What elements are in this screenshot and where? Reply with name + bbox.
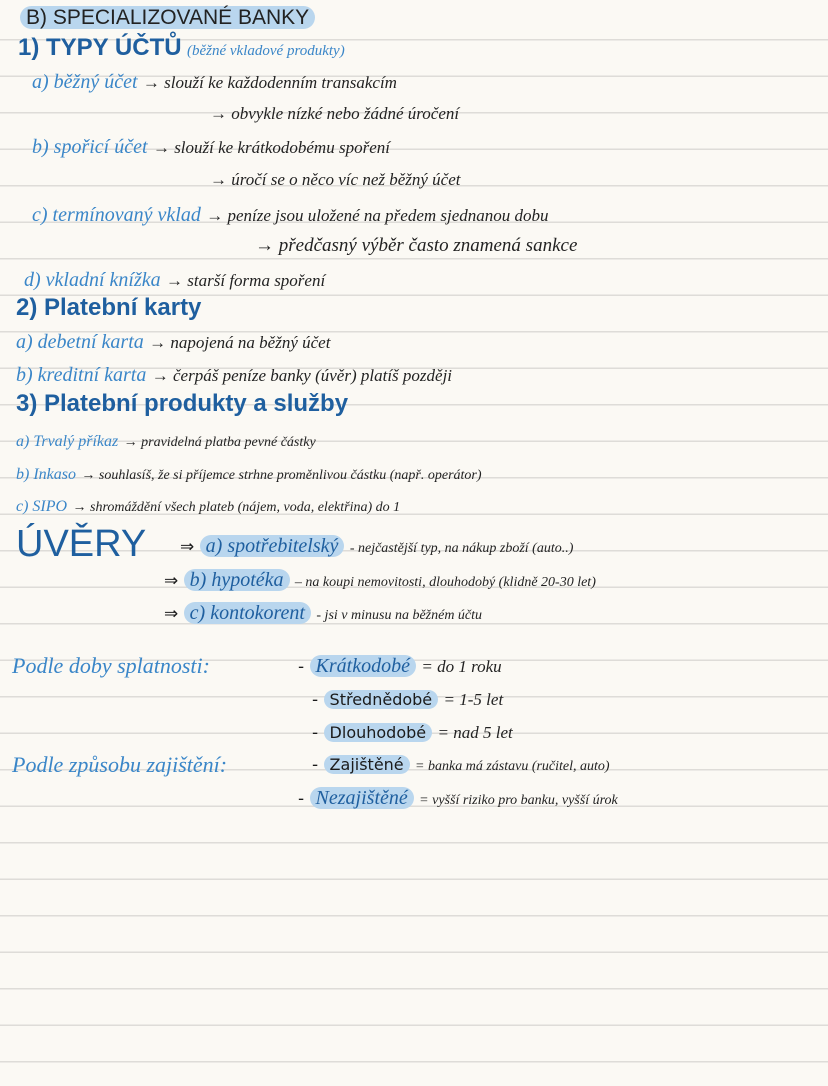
desc: – na koupi nemovitosti, dlouhodobý (klidně 20-30 let) (294, 575, 596, 590)
desc: → shromáždění všech plateb (nájem, voda, elektřina) do 1 (72, 500, 401, 515)
desc: → pravidelná platba pevné částky (123, 435, 316, 450)
item-debit (16, 330, 330, 355)
desc: → čerpáš peníze banky (úvěr) platíš později (151, 366, 453, 385)
maturity-item (312, 688, 503, 712)
title-text: B) SPECIALIZOVANÉ BANKY (20, 6, 315, 29)
maturity-item (312, 721, 513, 745)
desc: → slouží ke každodenním transakcím (142, 73, 397, 92)
heading-cards: 2) Platební karty (16, 294, 202, 321)
term: b) Inkaso (16, 466, 76, 483)
dash: - (312, 723, 319, 743)
term: b) hypotéka (184, 569, 290, 591)
term: a) Trvalý příkaz (16, 433, 119, 450)
desc: = banka má zástavu (ručitel, auto) (415, 759, 610, 774)
term: Nezajištěné (310, 787, 414, 809)
term: a) běžný účet (32, 71, 138, 93)
term: c) kontokorent (184, 602, 311, 624)
arrow-icon: ⇒ (164, 604, 179, 624)
maturity-item (298, 654, 502, 679)
desc: → slouží ke krátkodobému spoření (152, 138, 390, 157)
desc: → úročí se o něco víc než běžný účet (210, 170, 461, 189)
loans-title: ÚVĚRY (16, 523, 147, 565)
term: Dlouhodobé (324, 723, 433, 742)
desc: - jsi v minusu na běžném účtu (316, 608, 483, 623)
desc: - nejčastější typ, na nákup zboží (auto..) (349, 541, 574, 556)
maturity-label: Podle doby splatnosti: (12, 653, 210, 678)
security-item (298, 786, 618, 813)
security-label: Podle způsobu zajištění: (12, 752, 228, 777)
desc: = do 1 roku (421, 657, 502, 676)
item-c (32, 203, 549, 228)
term: b) spořicí účet (32, 136, 148, 158)
arrow-icon: ⇒ (164, 571, 179, 591)
loan-b (164, 568, 596, 595)
desc: → napojená na běžný účet (149, 333, 331, 352)
term: c) SIPO (16, 498, 68, 515)
item-a (32, 70, 397, 95)
item-sipo (16, 494, 400, 520)
dash: - (312, 755, 319, 775)
term: b) kreditní karta (16, 364, 147, 386)
loan-a (180, 534, 573, 561)
term: Zajištěné (324, 755, 410, 774)
section-title (20, 6, 315, 30)
dash: - (312, 690, 319, 710)
loan-c (164, 601, 482, 628)
security-item (312, 753, 610, 779)
desc: = 1-5 let (443, 690, 504, 709)
heading-types (18, 36, 345, 63)
term: Krátkodobé (310, 655, 416, 677)
term: Střednědobé (324, 690, 439, 709)
desc: → obvykle nízké nebo žádné úročení (210, 104, 460, 123)
item-b (32, 135, 390, 160)
desc: = nad 5 let (437, 723, 513, 742)
desc: → peníze jsou uložené na předem sjednanou dobu (206, 206, 549, 225)
item-credit (16, 363, 452, 388)
item-standing-order (16, 429, 316, 455)
desc: → starší forma spoření (166, 271, 326, 290)
term: a) spotřebitelský (200, 535, 345, 557)
arrow-icon: ⇒ (180, 537, 195, 557)
term: a) debetní karta (16, 331, 144, 353)
heading-text: 1) TYPY ÚČTŮ (18, 34, 182, 61)
desc: → souhlasíš, že si příjemce strhne proměnlivou částku (např. operátor) (81, 468, 482, 483)
term: c) termínovaný vklad (32, 204, 201, 226)
desc: → předčasný výběr často znamená sankce (255, 235, 578, 256)
heading-note: (běžné vkladové produkty) (187, 43, 345, 59)
item-d (24, 268, 325, 293)
heading-payments: 3) Platební produkty a služby (16, 390, 349, 417)
term: d) vkladní knížka (24, 269, 161, 291)
dash: - (298, 789, 305, 809)
dash: - (298, 657, 305, 677)
desc: = vyšší riziko pro banku, vyšší úrok (419, 793, 618, 808)
item-direct-debit (16, 462, 482, 488)
